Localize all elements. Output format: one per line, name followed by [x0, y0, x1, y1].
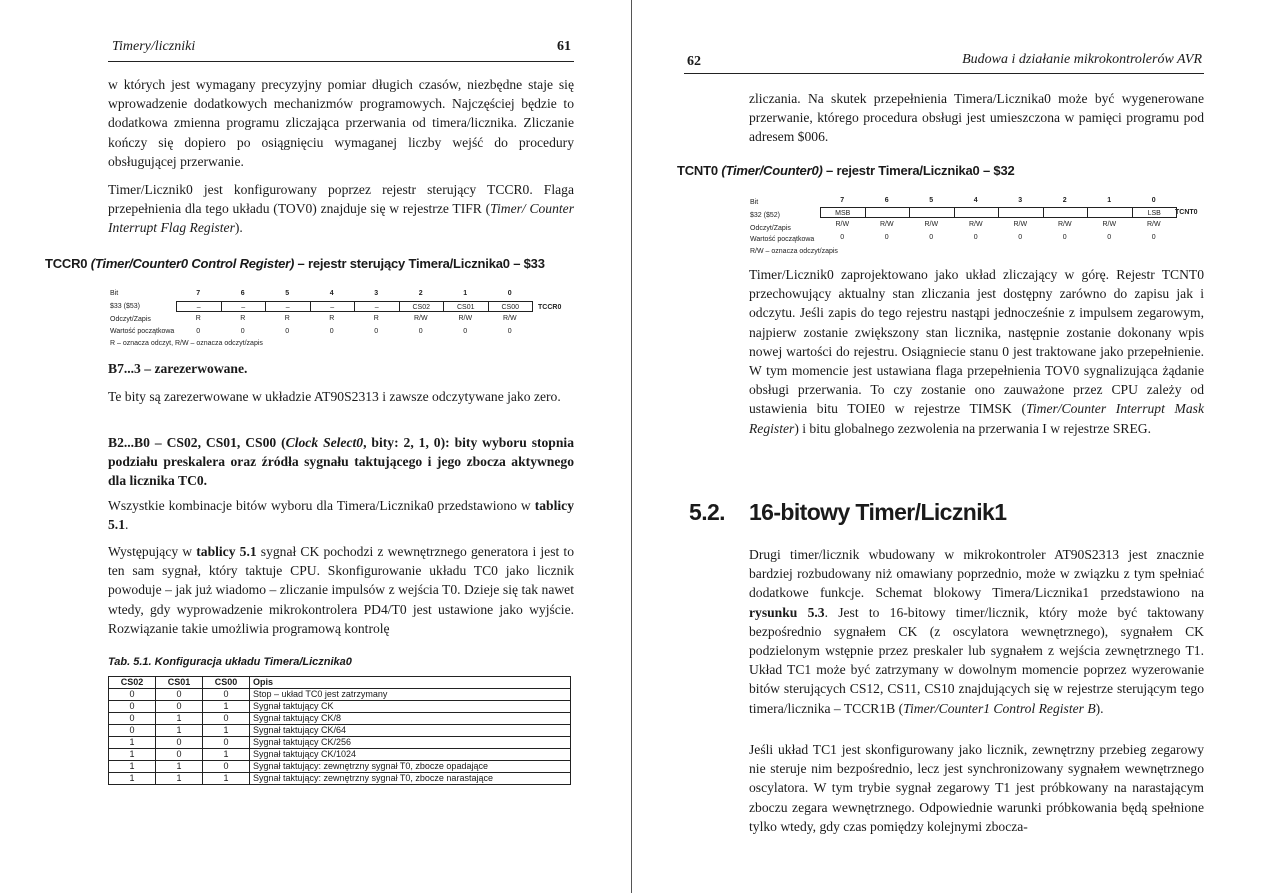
bold-ref: tablicy 5.1 — [108, 498, 574, 533]
bit-value-cell: 0 — [156, 701, 203, 713]
bit-value-cell: 0 — [109, 701, 156, 713]
header-rule — [108, 61, 574, 62]
bit-value-cell: 0 — [109, 713, 156, 725]
bit-number: 1 — [463, 290, 468, 297]
bit-access: R/W — [1146, 221, 1161, 228]
text-run: ). — [1095, 700, 1104, 716]
bit-access: R — [240, 315, 246, 322]
table-row — [109, 749, 571, 761]
column-header: CS00 — [203, 677, 250, 689]
right-page — [632, 0, 1263, 893]
bit-number: 7 — [840, 197, 845, 204]
table-row — [109, 701, 571, 713]
description-cell: Stop – układ TC0 jest zatrzymany — [250, 689, 571, 701]
paragraph — [108, 180, 574, 238]
header-rule — [684, 73, 1204, 74]
bit-name: CS00 — [488, 301, 534, 312]
description-cell: Sygnał taktujący CK/8 — [250, 713, 571, 725]
address-label: $33 ($53) — [110, 303, 140, 310]
legend: R/W – oznacza odczyt/zapis — [750, 248, 838, 255]
bit-name: CS02 — [399, 301, 445, 312]
bit-access: R/W — [835, 221, 850, 228]
bit-initial-value: 0 — [840, 234, 845, 241]
bit-access: R — [284, 315, 290, 322]
register-description: – rejestr Timera/Licznika0 – $32 — [826, 163, 1015, 178]
register-description: – rejestr sterujący Timera/Licznika0 – $33 — [297, 256, 545, 271]
bit-name — [954, 207, 1000, 218]
bit-initial-value: 0 — [1018, 234, 1023, 241]
description-cell: Sygnał taktujący: zewnętrzny sygnał T0, zbocze opadające — [250, 761, 571, 773]
bit-initial-value: 0 — [329, 328, 334, 335]
init-label: Wartość początkowa — [110, 328, 175, 335]
legend: R – oznacza odczyt, R/W – oznacza odczyt/zapis — [110, 340, 263, 347]
bit-value-cell: 1 — [156, 773, 203, 785]
bit-number: 4 — [329, 290, 334, 297]
register-diagram-tcnt0 — [750, 199, 1210, 259]
italic-term: Timer/Counter1 Control Register B — [903, 700, 1096, 716]
table-row — [109, 761, 571, 773]
bit-name: MSB — [820, 207, 866, 218]
bit-initial-value: 0 — [884, 234, 889, 241]
bit-number: 3 — [1018, 197, 1023, 204]
bit-name — [1087, 207, 1133, 218]
bit-initial-value: 0 — [418, 328, 423, 335]
bit-number: 7 — [196, 290, 201, 297]
page-number: 62 — [687, 54, 701, 69]
paragraph: zliczania. Na skutek przepełnienia Timera/Licznika0 może być wygenerowane przerwanie, którego procedura obsługi jest umieszczona w pamięci programu pod adresem $006. — [749, 91, 1204, 145]
bit-initial-value: 0 — [285, 328, 290, 335]
table-header-row — [109, 677, 571, 689]
bit-access: R — [329, 315, 335, 322]
bit-number: 3 — [374, 290, 379, 297]
bit-access: R — [195, 315, 201, 322]
bit-number: 0 — [1151, 197, 1156, 204]
bit-access: R/W — [1057, 221, 1072, 228]
description-cell: Sygnał taktujący CK — [250, 701, 571, 713]
column-header: CS02 — [109, 677, 156, 689]
bit-name — [865, 207, 911, 218]
paragraph — [108, 542, 574, 638]
register-name: TCCR0 — [45, 256, 88, 271]
bit-name: – — [221, 301, 267, 312]
bit-name: – — [310, 301, 356, 312]
bit-initial-value: 0 — [1151, 234, 1156, 241]
section-number: 5.2. — [689, 499, 725, 525]
bit-access: R/W — [879, 221, 894, 228]
running-title: Budowa i działanie mikrokontrolerów AVR — [962, 52, 1202, 67]
paragraph: Jeśli układ TC1 jest skonfigurowany jako licznik, zewnętrzny przebieg zegarowy nie steruje nim bezpośrednio, lecz jest synchronizowany sygnałem wewnętrznego oscylatora. W tym trybie sygnał zegarowy T1 jest próbkowany na narastającym zboczu zegara wewnętrznego. Odpowiednie warunki próbkowania będą spełnione tylko wtedy, gdy czas pomiędzy kolejnymi zbocza- — [749, 742, 1204, 834]
description-cell: Sygnał taktujący CK/256 — [250, 737, 571, 749]
bit-value-cell: 1 — [203, 773, 250, 785]
bold-title: B7...3 – zarezerwowane. — [108, 361, 248, 376]
italic-term: Timer/Counter Interrupt Mask Register — [749, 401, 1204, 436]
table-body — [109, 689, 571, 785]
text-run: ) i bitu globalnego zezwolenia na przerwania I w rejestrze SREG. — [794, 420, 1152, 436]
bit-initial-value: 0 — [1062, 234, 1067, 241]
description-cell: Sygnał taktujący CK/1024 — [250, 749, 571, 761]
running-title: Timery/liczniki — [112, 39, 196, 54]
init-label: Wartość początkowa — [750, 236, 815, 243]
bit-name — [909, 207, 955, 218]
description-cell: Sygnał taktujący CK/64 — [250, 725, 571, 737]
bit-label: Bit — [110, 290, 119, 297]
register-full-name: (Timer/Counter0) — [721, 163, 823, 178]
bit-value-cell: 1 — [203, 701, 250, 713]
bit-initial-value: 0 — [374, 328, 379, 335]
bit-number: 1 — [1107, 197, 1112, 204]
bit-initial-value: 0 — [929, 234, 934, 241]
bit-number: 6 — [240, 290, 245, 297]
bit-name — [998, 207, 1044, 218]
text-run: Timer/Licznik0 jest konfigurowany poprzez rejestr sterujący TCCR0. Flaga przepełnienia dla tego układu (TOV0) znajduje się w rejestrze TIFR ( — [108, 182, 574, 217]
bit-name: – — [265, 301, 311, 312]
bit-value-cell: 1 — [156, 761, 203, 773]
table-caption: Tab. 5.1. Konfiguracja układu Timera/Licznika0 — [108, 656, 352, 668]
bit-value-cell: 0 — [109, 725, 156, 737]
bit-access: R/W — [413, 315, 428, 322]
bit-initial-value: 0 — [240, 328, 245, 335]
bit-initial-value: 0 — [507, 328, 512, 335]
bit-name: LSB — [1132, 207, 1178, 218]
bit-number: 5 — [929, 197, 934, 204]
table-row — [109, 689, 571, 701]
bit-value-cell: 1 — [109, 761, 156, 773]
bit-value-cell: 0 — [156, 689, 203, 701]
bold-ref: rysunku 5.3 — [749, 604, 825, 620]
config-table — [108, 676, 571, 785]
bit-value-cell: 0 — [203, 689, 250, 701]
text-run: . Jest to 16-bitowy timer/licznik, który może być taktowany bezpośrednio sygnałem CK (z oscylatora wewnętrznego), sygnałem CK podzielonym wstępnie przez preskaler lub sygnałem z wejścia zewnętrznego T1. Układ TC1 może być zatrzymany w dowolnym momencie poprzez wyzerowanie bitów sterujących CS12, CS11, CS10 znajdujących się w rejestrze sterującym tego timera/licznika – TCCR1B ( — [749, 604, 1204, 716]
bit-name: – — [176, 301, 222, 312]
table-row — [109, 725, 571, 737]
text-run: Timer/Licznik0 zaprojektowano jako układ zliczający w górę. Rejestr TCNT0 przechowujący aktualny stan zliczania jest dostępny zarówno do zapisu jak i odczytu. Jeśli zapis do tego rejestru nastąpi jednocześnie z impulsem zegarowym, najpierw zostanie zwiększony stan licznika, następnie zostanie dokonany wpis nowej wartości do rejestru. Osiągniecie stanu 0 jest traktowane jako przepełnienie. W tym momencie jest ustawiana flaga przepełnienia TOV0 sygnalizująca żądanie obsługi przerwania. To czy zostanie ono zauważone przez CPU zależy od ustawienia bitu TOIE0 w rejestrze TIMSK ( — [749, 267, 1204, 417]
bit-access: R/W — [1013, 221, 1028, 228]
bit-initial-value: 0 — [1107, 234, 1112, 241]
text-run: B2...B0 – CS02, CS01, CS00 ( — [108, 435, 286, 450]
bit-initial-value: 0 — [973, 234, 978, 241]
text-run: Drugi timer/licznik wbudowany w mikrokontroler AT90S2313 jest znacznie bardziej rozbudowany niż omawiany poprzednio, może w związku z tym spełniać dodatkowe funkcje. Schemat blokowy Timera/Licznika1 przedstawiono na — [749, 547, 1204, 601]
bit-number: 2 — [1062, 197, 1067, 204]
rw-label: Odczyt/Zapis — [750, 225, 791, 232]
bit-value-cell: 0 — [203, 713, 250, 725]
text-run: ). — [234, 220, 243, 236]
register-full-name: (Timer/Counter0 Control Register) — [90, 256, 295, 271]
bit-value-cell: 1 — [109, 749, 156, 761]
bit-value-cell: 0 — [109, 689, 156, 701]
italic-term: Timer/ Counter Interrupt Flag Register — [108, 201, 575, 236]
text-run: Występujący w — [108, 544, 197, 559]
register-tag: TCCR0 — [538, 304, 562, 311]
bit-number: 0 — [507, 290, 512, 297]
bit-value-cell: 1 — [156, 725, 203, 737]
text-run: , bity: 2, 1, 0): bity wyboru stopnia podziału preskalera oraz źródła sygnału taktującego i jego zbocza aktywnego dla licznika TC0. — [108, 435, 574, 489]
bit-value-cell: 1 — [203, 749, 250, 761]
bit-access: R/W — [968, 221, 983, 228]
bit-name: CS01 — [443, 301, 489, 312]
column-header: Opis — [250, 677, 571, 689]
bit-access: R/W — [924, 221, 939, 228]
bit-initial-value: 0 — [196, 328, 201, 335]
bit-value-cell: 1 — [109, 737, 156, 749]
bit-value-cell: 0 — [203, 761, 250, 773]
bit-access: R — [373, 315, 379, 322]
text-run: Wszystkie kombinacje bitów wyboru dla Timera/Licznika0 przedstawiono w — [108, 498, 535, 513]
bit-value-cell: 1 — [156, 713, 203, 725]
table-row — [109, 737, 571, 749]
column-header: CS01 — [156, 677, 203, 689]
rw-label: Odczyt/Zapis — [110, 316, 151, 323]
italic-term: Clock Select0 — [285, 435, 364, 450]
bit-group-description — [108, 433, 574, 491]
register-heading — [677, 163, 1015, 178]
bit-number: 2 — [418, 290, 423, 297]
bit-number: 4 — [973, 197, 978, 204]
bit-value-cell: 0 — [203, 737, 250, 749]
section-title: 16-bitowy Timer/Licznik1 — [748, 499, 1007, 525]
description-cell: Sygnał taktujący: zewnętrzny sygnał T0, zbocze narastające — [250, 773, 571, 785]
bit-access: R/W — [458, 315, 473, 322]
paragraph — [749, 545, 1204, 718]
page-number: 61 — [557, 39, 571, 54]
bit-name: – — [354, 301, 400, 312]
register-heading — [45, 256, 545, 271]
bit-value-cell: 1 — [109, 773, 156, 785]
bit-access: R/W — [502, 315, 517, 322]
register-tag: TCNT0 — [1175, 209, 1198, 216]
address-label: $32 ($52) — [750, 212, 780, 219]
table-row — [109, 773, 571, 785]
paragraph: Te bity są zarezerwowane w układzie AT90S2313 i zawsze odczytywane jako zero. — [108, 389, 561, 404]
bit-value-cell: 1 — [203, 725, 250, 737]
bit-access: R/W — [1102, 221, 1117, 228]
bit-name — [1043, 207, 1089, 218]
paragraph — [749, 265, 1204, 438]
bit-initial-value: 0 — [463, 328, 468, 335]
paragraph — [108, 496, 574, 534]
bit-value-cell: 0 — [156, 737, 203, 749]
bit-number: 5 — [285, 290, 290, 297]
text-run: sygnał CK pochodzi z wewnętrznego generatora i jest to ten sam sygnał, który taktuje CPU. Skonfigurowanie układu TC0 jako licznik powoduje – jak już wiadomo – zliczanie impulsów z wejścia T0. Dzieje się tak nawet wtedy, gdy wyprowadzenie mikrokontrolera PD4/T0 jest ustawione jako wyjście. Rozwiązanie takie umożliwia programową kontrolę — [108, 544, 574, 636]
section-heading — [689, 499, 1006, 526]
register-name: TCNT0 — [677, 163, 718, 178]
bit-group-title — [108, 359, 574, 378]
table-row — [109, 713, 571, 725]
register-diagram-tccr0 — [110, 290, 580, 350]
bold-ref: tablicy 5.1 — [196, 544, 257, 559]
bit-value-cell: 0 — [156, 749, 203, 761]
text-run: . — [125, 517, 129, 533]
bit-number: 6 — [884, 197, 889, 204]
bit-label: Bit — [750, 199, 759, 206]
paragraph: w których jest wymagany precyzyjny pomiar długich czasów, niezbędne staje się wprowadzenie dodatkowych mechanizmów programowych. Najczęściej będzie to dodatkowa zmienna programu zliczająca przerwania od timera/licznika. Zliczanie kończy się dopiero po osiągnięciu wymaganej liczby wejść do procedury obsługującej przerwanie. — [108, 77, 574, 169]
